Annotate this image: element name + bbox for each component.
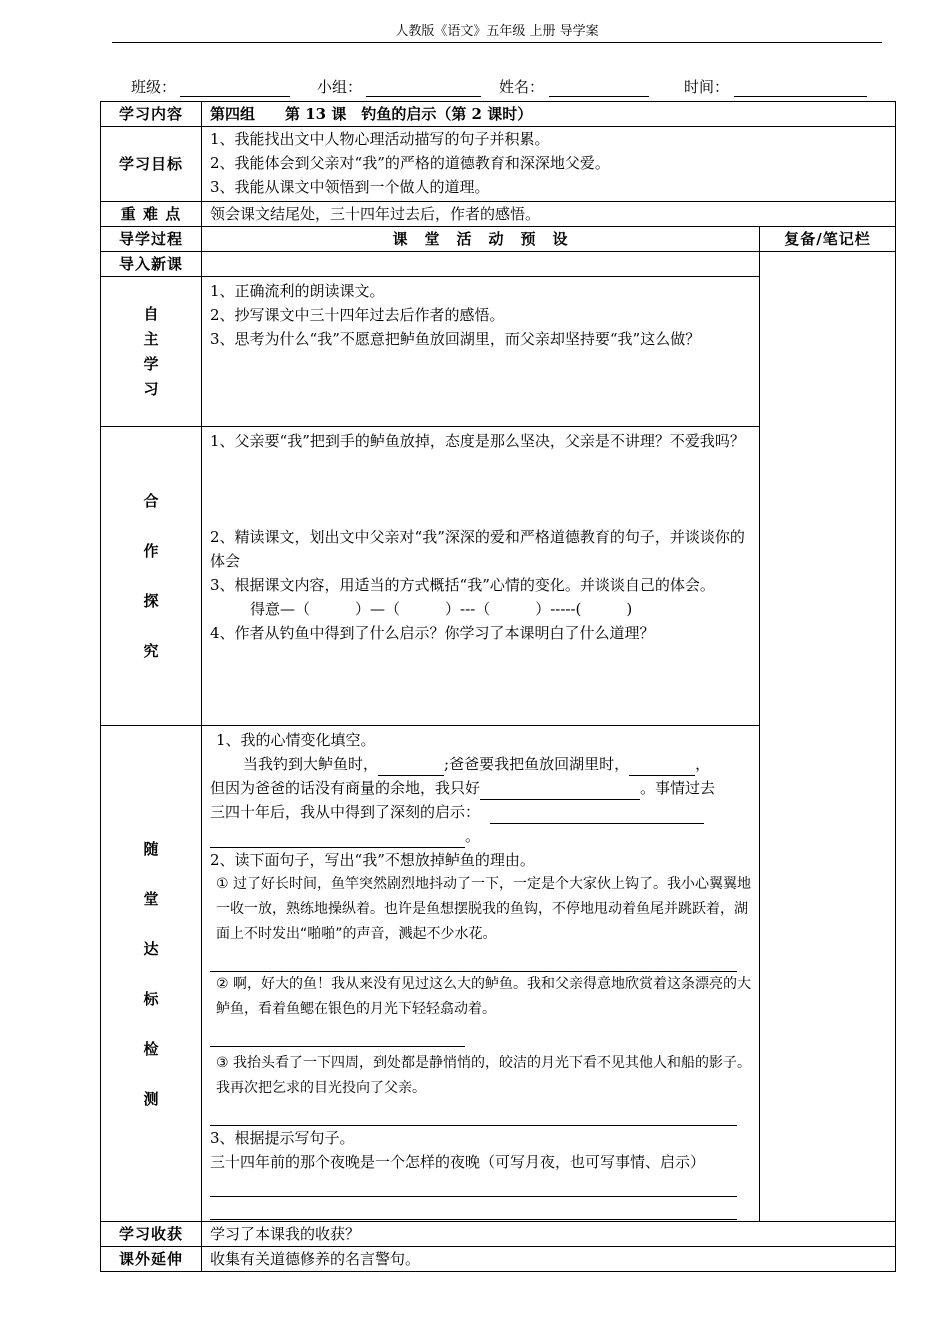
answer-line[interactable] <box>210 1197 737 1220</box>
label-char: 堂 <box>143 889 159 908</box>
fill-blank-line <box>210 752 751 776</box>
self-study-content <box>202 277 760 427</box>
label-char: 自 <box>143 304 159 323</box>
student-info-row <box>100 76 895 98</box>
text: ;爸爸要我把鱼放回湖里时， <box>444 755 630 773</box>
cooperation-label <box>101 427 202 726</box>
exercise-title: 3、根据提示写句子。 <box>210 1129 355 1147</box>
name-field[interactable] <box>549 96 649 97</box>
content-value: 第四组 第 13 课 钓鱼的启示（第 2 课时） <box>202 102 896 127</box>
goal-item: 3、我能从课文中领悟到一个做人的道理。 <box>210 178 490 196</box>
sentence: ③ 我抬头看了一下四周，到处都是静悄悄的，皎洁的月光下看不见其他人和船的影子。我再次把乞求的目光投向了父亲。 <box>216 1055 751 1096</box>
exercise-title: 1、我的心情变化填空。 <box>216 731 376 749</box>
class-field[interactable] <box>180 96 290 97</box>
row-extension <box>101 1247 896 1272</box>
row-goals <box>101 127 896 202</box>
blank[interactable] <box>629 757 695 776</box>
goals-label: 学习目标 <box>101 127 202 202</box>
page-header: 人教版《语文》五年级 上册 导学案 <box>112 20 882 43</box>
sentence: ① 过了好长时间，鱼竿突然剧烈地抖动了一下，一定是个大家伙上钩了。我小心翼翼地一收一放，熟练地操纵着。也许是鱼想摆脱我的鱼钩，不停地甩动着鱼尾并跳跃着，湖面上不时发出“啪啪”的声音，溅起不少水花。 <box>216 876 751 942</box>
process-label: 导学过程 <box>101 227 202 252</box>
content-label: 学习内容 <box>101 102 202 127</box>
goal-item: 2、我能体会到父亲对“我”的严格的道德教育和深深地父爱。 <box>210 154 610 172</box>
label-char: 达 <box>143 939 159 958</box>
self-study-label <box>101 277 202 427</box>
task-item: 2、抄写课文中三十四年过去后作者的感悟。 <box>210 306 505 324</box>
extend-label: 课外延伸 <box>101 1247 202 1272</box>
harvest-value[interactable]: 学习了本课我的收获？ <box>202 1222 896 1247</box>
label-char: 作 <box>143 542 159 560</box>
row-content <box>101 102 896 127</box>
test-content <box>202 726 760 1222</box>
text: ， <box>695 755 711 773</box>
answer-line[interactable] <box>210 1022 465 1047</box>
label-char: 测 <box>143 1089 159 1108</box>
answer-space[interactable] <box>210 453 751 525</box>
answer-line[interactable] <box>210 1174 737 1197</box>
cooperation-content <box>202 427 760 726</box>
key-value: 领会课文结尾处，三十四年过去后，作者的感悟。 <box>202 202 896 227</box>
question: 2、精读课文，划出文中父亲对“我”深深的爱和严格道德教育的句子，并谈谈你的体会 <box>210 528 745 570</box>
harvest-label: 学习收获 <box>101 1222 202 1247</box>
group-label: 小组： <box>317 78 363 96</box>
row-harvest <box>101 1222 896 1247</box>
text: 三四十年后，我从中得到了深刻的启示： <box>210 803 481 821</box>
blank[interactable] <box>378 757 444 776</box>
row-key-points <box>101 202 896 227</box>
answer-line[interactable] <box>210 1101 737 1126</box>
name-label: 姓名： <box>499 78 545 96</box>
notes-header: 复备/笔记栏 <box>760 227 896 252</box>
key-label: 重 难 点 <box>101 202 202 227</box>
intro-content[interactable] <box>202 252 760 277</box>
goals-list <box>202 127 896 202</box>
blank[interactable] <box>490 805 704 824</box>
mood-chain[interactable]: 得意—（ ）—（ ）---（ ）-----( ) <box>250 600 633 618</box>
row-intro <box>101 252 896 277</box>
group-field[interactable] <box>366 96 481 97</box>
label-char: 学 <box>143 354 159 373</box>
answer-line[interactable] <box>210 947 737 972</box>
label-char: 究 <box>143 642 159 660</box>
fill-blank-line <box>210 824 751 848</box>
sentence: ② 啊，好大的鱼！我从来没有见过这么大的鲈鱼。我和父亲得意地欣赏着这条漂亮的大鲈鱼，看着鱼鳃在银色的月光下轻轻翕动着。 <box>216 976 751 1017</box>
intro-label: 导入新课 <box>101 252 202 277</box>
label-char: 习 <box>143 379 159 398</box>
blank[interactable] <box>210 829 465 848</box>
class-label: 班级： <box>131 78 177 96</box>
text: 但因为爸爸的话没有商量的余地，我只好 <box>210 779 481 797</box>
label-char: 主 <box>143 329 159 348</box>
question: 1、父亲要“我”把到手的鲈鱼放掉，态度是那么坚决，父亲是不讲理？不爱我吗？ <box>210 432 745 450</box>
test-label <box>101 726 202 1222</box>
time-label: 时间： <box>684 78 730 96</box>
label-char: 标 <box>143 989 159 1008</box>
fill-blank-line <box>210 800 751 824</box>
text: 。事情过去 <box>640 779 716 797</box>
exercise-title: 2、读下面句子，写出“我”不想放掉鲈鱼的理由。 <box>210 851 535 869</box>
question: 3、根据课文内容，用适当的方式概括“我”心情的变化。并谈谈自己的体会。 <box>210 576 715 594</box>
time-field[interactable] <box>734 96 867 97</box>
text: 。 <box>465 827 481 845</box>
goal-item: 1、我能找出文中人物心理活动描写的句子并积累。 <box>210 130 550 148</box>
text: 当我钓到大鲈鱼时， <box>243 755 379 773</box>
blank[interactable] <box>480 781 640 800</box>
task-item: 1、正确流利的朗读课文。 <box>210 282 385 300</box>
activity-header: 课 堂 活 动 预 设 <box>202 227 760 252</box>
fill-blank-line <box>210 776 751 800</box>
question: 4、作者从钓鱼中得到了什么启示？你学习了本课明白了什么道理？ <box>210 624 655 642</box>
label-char: 合 <box>143 492 159 510</box>
row-process-header <box>101 227 896 252</box>
lesson-table <box>100 101 896 1272</box>
label-char: 随 <box>143 839 159 858</box>
label-char: 检 <box>143 1039 159 1058</box>
label-char: 探 <box>143 592 159 610</box>
task-item: 3、思考为什么“我”不愿意把鲈鱼放回湖里，而父亲却坚持要“我”这么做？ <box>210 330 701 348</box>
extend-value: 收集有关道德修养的名言警句。 <box>202 1247 896 1272</box>
notes-column[interactable] <box>760 252 896 1222</box>
exercise-prompt: 三十四年前的那个夜晚是一个怎样的夜晚（可写月夜，也可写事情、启示） <box>210 1153 706 1171</box>
